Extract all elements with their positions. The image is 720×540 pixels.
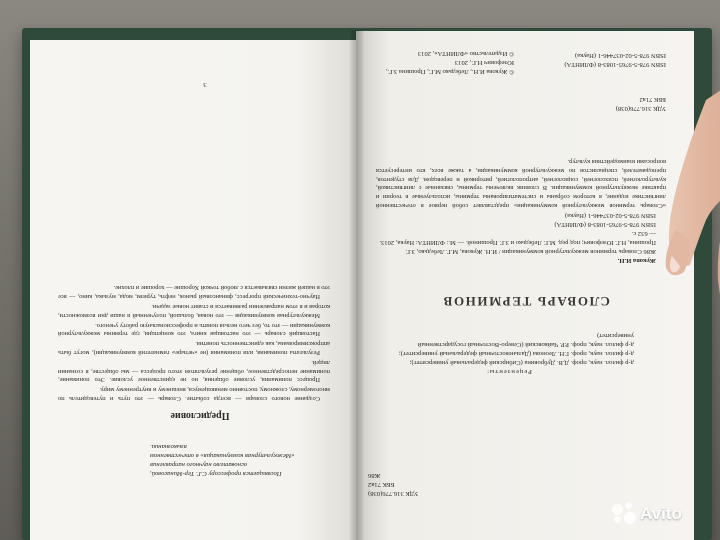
dedication-line: основателю научного направления: [150, 461, 248, 468]
isbn-line: ISBN 978-5-02-037446-1 (Наука): [574, 52, 666, 59]
isbn-line: ISBN 978-5-9765-1083-8 (ФЛИНТА): [564, 61, 666, 68]
copyright-line: © Жукова И.Н., Лебедько М.Г., Прошина З.Г., Юзефович Н.Г., 2013: [386, 59, 514, 75]
udk-line: УДК 316.776(038): [368, 490, 419, 497]
copyright-block: [366, 49, 514, 76]
citation-line: Ж86 Словарь терминов межкультурной коммуникации / И.Н. Жукова, М.Г. Лебедько, З.Г. Прошина, Н.Г. Юзефович; под ред. М.Г. Лебедько и З.Г. Прошиной. — М.: ФЛИНТА: Наука, 2013. — 632 с.: [379, 230, 656, 255]
udk-block: [368, 471, 488, 498]
preface-heading: Предисловие: [170, 410, 230, 421]
preface-paragraph: Межкультурная коммуникация — это новая, большой, полученный в наши дни возможности, которая и в этом направлении развивается и ставит новые задачи.: [58, 303, 330, 319]
page-number: 3: [203, 81, 207, 88]
avito-watermark: [612, 502, 682, 526]
book-title: СЛОВАРЬ ТЕРМИНОВ: [442, 294, 610, 309]
citation-line: ISBN 978-5-02-037446-1 (Наука): [564, 212, 656, 219]
left-page: [30, 40, 358, 540]
preface-paragraph: Результаты понимания, или понимания (не «четыре» гимнатегий коммуникации), могут быть аппроксимированы, как единственность понятия.: [58, 340, 330, 357]
preface-paragraph: Процесс понимания, условие общения, но не единственное условие. Это понимание, понимание непосредственное, общение результатом этого процесса — мы обществе, в сознании людей.: [58, 358, 330, 384]
dedication-line: Посвящается профессору С.Г. Тер-Минасовой,: [150, 470, 282, 477]
preface-body: [58, 100, 330, 402]
udk-line: Ж86: [368, 472, 381, 479]
book-gutter: [350, 30, 364, 540]
copyright-line: © Издательство «ФЛИНТА», 2013: [417, 50, 514, 57]
dedication-line: языкознании.: [150, 443, 187, 450]
bottom-udk: [516, 95, 666, 113]
reviewer-line: д-р филол. наук, проф. Д.В. Дубровина (Сибирский федеральный университет);: [409, 359, 634, 366]
preface-paragraph: Настоящий словарь — это настоящая книга, это концепция, где термины межкультурной коммуникации — это то, без чего нельзя понять и профессиональную работу ученого.: [58, 321, 330, 338]
preface-paragraph: Создание нового словаря — всегда событие. Словарь — это путь и путеводитель по многомерному, сложному, постоянно меняющемуся, внешнему и внутреннему миру.: [58, 386, 330, 402]
watermark-text: Avito: [640, 504, 682, 523]
right-page: [356, 31, 694, 540]
citation-line: ISBN 978-5-9765-1083-8 (ФЛИНТА): [554, 221, 656, 228]
dedication: [150, 442, 340, 478]
avito-logo-icon: [612, 502, 636, 526]
hand-image: [646, 80, 720, 320]
udk-line: ББК 71я2: [368, 481, 395, 488]
reviewer-line: д-р филол. наук, проф. Г.Н. Леонова (Дальневосточный федеральный университет);: [398, 350, 634, 357]
isbn-block: [516, 51, 666, 69]
citation-block: [376, 211, 656, 265]
author-line: Жукова И.Н.: [617, 257, 656, 264]
dedication-line: «Межкультурная коммуникация» в отечественном: [150, 452, 295, 459]
udk-line: УДК 316.776(038): [615, 105, 666, 112]
udk-line: ББК 71я2: [639, 96, 666, 103]
preface-paragraph: Научно-технический прогресс, финансовый рынок, нефть, туризм, мода, музыка, кино, — все это в нашей жизни связывается с любой точкой Хорошие — хорошие и плохие.: [58, 284, 330, 301]
reviewer-line: д-р филол. наук, проф. Р.Р. Чайковский (Северо-Восточный государственный университет): [417, 332, 634, 348]
annotation: «Словарь терминов межкультурной коммуникации» представляет собой первое в отечественной лингвистике издание, в котором собраны и систематизированы термины, используемые в теории и практике межкультурной коммуникации. В словник включены термины, связанные с лингвистикой, культурологией, психологией, социологией, антропологией, риторикой и переводом. Для студентов, преподавателей, специалистов по межкультурной коммуникации, а также всех, кто интересуется вопросами взаимодействия культур.: [376, 158, 666, 209]
reviewers-label: Рецензенты:: [486, 368, 532, 375]
reviewers-block: [384, 331, 634, 376]
